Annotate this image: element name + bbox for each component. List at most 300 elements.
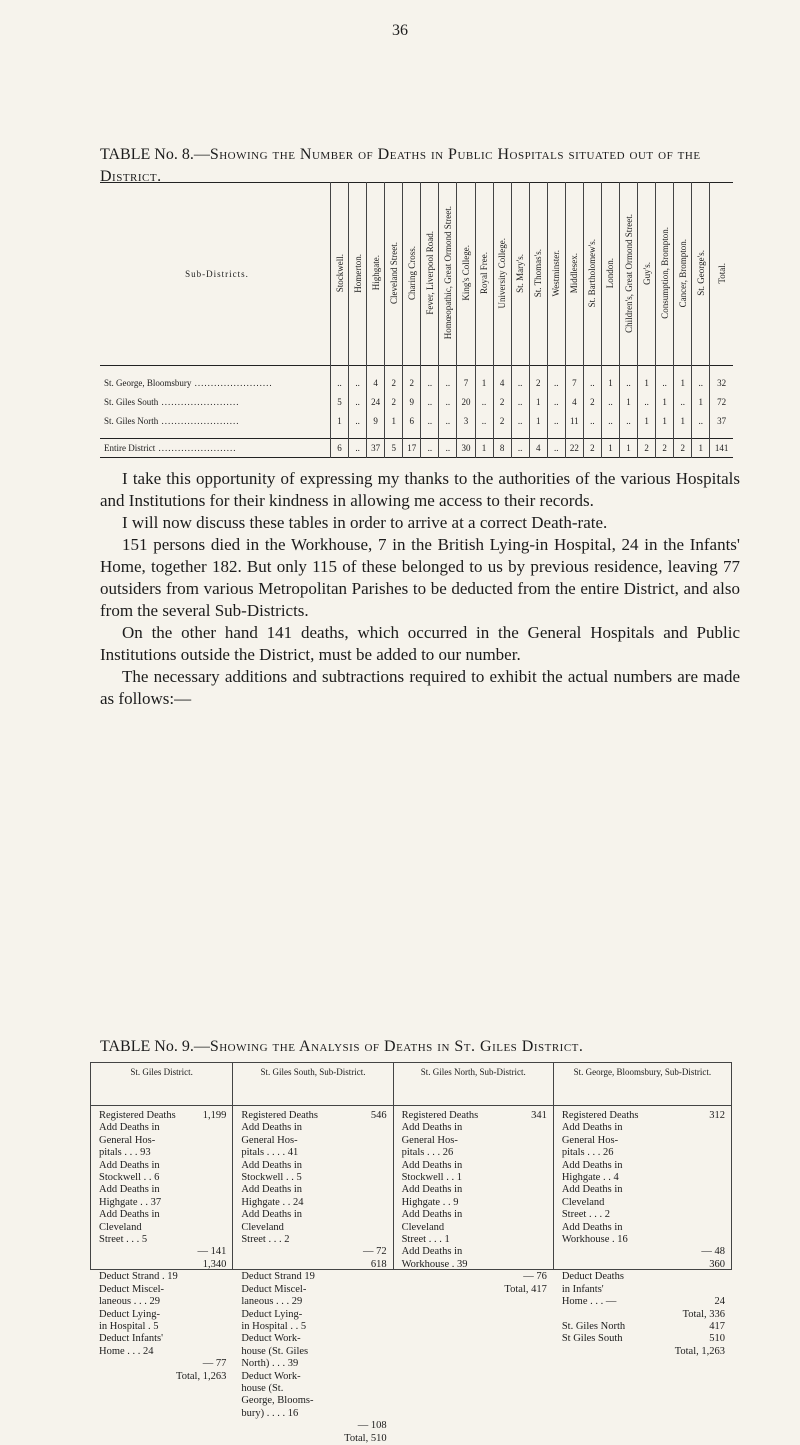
table-cell: 30: [457, 439, 475, 458]
analysis-column-heading: St. Giles South, Sub-District.: [233, 1063, 392, 1106]
paragraph: 151 persons died in the Workhouse, 7 in the British Lying-in Hospital, 24 in the Infants' Home, together 182. But only 115 of these belonged to us by previous residence, leaving 77 outsiders from various Metropolitan Parishes to be deducted from the entire District, and also from the several Sub-Districts.: [100, 535, 740, 620]
line-label: Workhouse . 39: [401, 1258, 468, 1270]
analysis-line: [99, 1371, 226, 1383]
line-label: Deduct Work-: [241, 1333, 301, 1345]
analysis-line: [562, 1234, 725, 1246]
hospital-column-header: [403, 183, 421, 366]
line-label: Cleveland: [241, 1221, 284, 1233]
hospital-column-header: [601, 183, 619, 366]
analysis-line: [241, 1234, 386, 1246]
analysis-line: [99, 1346, 226, 1358]
line-label: Highgate . . 4: [561, 1172, 619, 1184]
hospital-column-header: [421, 183, 439, 366]
table-cell: 1: [692, 393, 710, 412]
line-label: house (St.: [241, 1382, 284, 1394]
table-cell: ..: [692, 412, 710, 431]
table-cell: 1: [529, 393, 547, 412]
line-label: Add Deaths in: [241, 1159, 302, 1171]
analysis-line: [99, 1110, 226, 1122]
line-label: house (St. Giles: [241, 1345, 309, 1357]
analysis-line: [241, 1333, 386, 1345]
analysis-line: [241, 1222, 386, 1234]
line-value: 341: [531, 1110, 547, 1121]
line-label: General Hos-: [561, 1134, 619, 1146]
table-cell: 2: [638, 439, 656, 458]
table-cell: 2: [529, 374, 547, 393]
hospital-column-header: [457, 183, 475, 366]
line-label: Deduct Strand 19: [241, 1271, 315, 1283]
table-cell: 1: [674, 374, 692, 393]
table-cell: ..: [547, 439, 565, 458]
analysis-line: [562, 1259, 725, 1271]
table-cell: ..: [421, 439, 439, 458]
analysis-line: [241, 1420, 386, 1432]
analysis-line: [241, 1122, 386, 1134]
table-cell: 5: [385, 439, 403, 458]
line-label: St Giles South: [561, 1333, 623, 1345]
line-label: Stockwell . . 5: [241, 1172, 302, 1184]
hospital-column-header: [529, 183, 547, 366]
table-cell: 1: [475, 374, 493, 393]
line-label: North) . . . 39: [241, 1358, 299, 1370]
line-label: Add Deaths in: [241, 1209, 302, 1221]
table-9: [90, 1062, 732, 1444]
line-label: Deduct Lying-: [99, 1308, 160, 1320]
table-cell: ..: [620, 374, 638, 393]
line-label: pitals . . . 93: [99, 1147, 151, 1159]
analysis-line: [241, 1246, 386, 1258]
paragraph: I will now discuss these tables in order to arrive at a correct Death-rate.: [122, 513, 608, 532]
table9-title: TABLE No. 9.—Showing the Analysis of Deaths in St. Giles District.: [100, 1038, 584, 1055]
hospital-column-header: [349, 183, 367, 366]
analysis-line: [99, 1122, 226, 1134]
column-label: St. George's.: [695, 250, 706, 296]
hospital-column-header: [385, 183, 403, 366]
analysis-line: [402, 1135, 547, 1147]
table-cell: ..: [475, 412, 493, 431]
line-value: Total, 1,263: [176, 1370, 227, 1382]
analysis-line: [241, 1433, 386, 1445]
table8-body: [100, 366, 733, 458]
analysis-line: [402, 1197, 547, 1209]
line-label: Add Deaths in: [401, 1122, 463, 1134]
line-value: — 77: [202, 1358, 227, 1370]
hospital-column-header: [692, 183, 710, 366]
table-cell: 1: [674, 412, 692, 431]
line-label: Add Deaths in: [561, 1159, 623, 1171]
table-cell: ..: [439, 439, 457, 458]
analysis-line: [562, 1135, 725, 1147]
line-value: Total, 1,263: [674, 1345, 725, 1357]
table-cell: ..: [547, 374, 565, 393]
line-value: — 141: [197, 1246, 227, 1258]
analysis-line: [562, 1184, 725, 1196]
analysis-line: [241, 1309, 386, 1321]
hospital-column-header: [493, 183, 511, 366]
analysis-line: [241, 1371, 386, 1383]
line-label: Add Deaths in: [99, 1159, 160, 1171]
table-row: [100, 393, 733, 412]
analysis-line: [562, 1197, 725, 1209]
line-label: Deduct Deaths: [561, 1271, 624, 1283]
table-cell: 37: [367, 439, 385, 458]
table-cell: 9: [367, 412, 385, 431]
column-label: Charing Cross.: [406, 246, 417, 300]
analysis-line: [402, 1222, 547, 1234]
table-cell: 2: [385, 374, 403, 393]
line-label: Registered Deaths: [99, 1110, 176, 1121]
body-text: [100, 468, 740, 710]
column-label: Homerton.: [352, 253, 363, 293]
analysis-line: [99, 1296, 226, 1308]
line-label: Deduct Miscel-: [241, 1283, 307, 1295]
line-value: — 108: [357, 1420, 387, 1432]
hospital-column-header: [331, 183, 349, 366]
table-cell: 1: [475, 439, 493, 458]
analysis-line: [99, 1184, 226, 1196]
table-cell: 8: [493, 439, 511, 458]
table-cell: ..: [583, 374, 601, 393]
table-cell: 7: [457, 374, 475, 393]
column-label: Royal Free.: [479, 252, 490, 294]
analysis-line: [562, 1147, 725, 1159]
line-label: Cleveland: [401, 1221, 445, 1233]
line-label: pitals . . . 26: [401, 1147, 454, 1159]
analysis-line: [241, 1209, 386, 1221]
line-label: Deduct Miscel-: [99, 1283, 165, 1295]
table-cell: 9: [403, 393, 421, 412]
line-value: 312: [709, 1110, 725, 1121]
table-cell: 2: [493, 393, 511, 412]
analysis-line: [402, 1184, 547, 1196]
line-value: Total, 510: [344, 1432, 387, 1444]
analysis-line: [99, 1309, 226, 1321]
table-cell: ..: [475, 393, 493, 412]
table-cell: ..: [638, 393, 656, 412]
table-cell: 1: [331, 412, 349, 431]
analysis-line: [99, 1358, 226, 1370]
analysis-line: [562, 1309, 725, 1321]
analysis-line: [562, 1160, 725, 1172]
table-cell: 2: [656, 439, 674, 458]
line-label: Add Deaths in: [401, 1184, 463, 1196]
sub-district-name: St. Giles North ........................: [104, 416, 240, 426]
table-row: [100, 412, 733, 431]
table-cell: 37: [710, 412, 733, 431]
table-cell: 2: [583, 439, 601, 458]
line-value: — 76: [523, 1271, 547, 1283]
hospital-column-header: [638, 183, 656, 366]
paragraph: I take this opportunity of expressing my thanks to the authorities of the various Hospitals and Institutions for their kindness in allowing me access to their records.: [100, 469, 740, 510]
table-cell: ..: [421, 374, 439, 393]
table-cell: 1: [601, 374, 619, 393]
analysis-line: [241, 1296, 386, 1308]
analysis-line: [402, 1246, 547, 1258]
analysis-line: [562, 1172, 725, 1184]
table-cell: 4: [493, 374, 511, 393]
table-cell: 1: [638, 412, 656, 431]
line-value: 618: [370, 1258, 387, 1270]
analysis-line: [402, 1209, 547, 1221]
analysis-column-heading: St. Giles North, Sub-District.: [394, 1063, 553, 1106]
table-cell: 3: [457, 412, 475, 431]
table-cell: ..: [601, 393, 619, 412]
table-cell: ..: [511, 374, 529, 393]
table-cell: ..: [692, 374, 710, 393]
line-label: Workhouse . 16: [561, 1234, 628, 1246]
line-label: Add Deaths in: [561, 1221, 623, 1233]
line-label: Highgate . . 37: [99, 1196, 162, 1208]
line-label: General Hos-: [99, 1134, 156, 1146]
column-label: Guy's.: [641, 261, 652, 285]
table-cell: 20: [457, 393, 475, 412]
table-cell: ..: [349, 393, 367, 412]
hospital-column-header: [511, 183, 529, 366]
line-label: pitals . . . . 41: [241, 1147, 299, 1159]
column-label: St. Bartholomew's.: [587, 238, 598, 308]
analysis-line: [99, 1135, 226, 1147]
analysis-line: [402, 1234, 547, 1246]
table-cell: ..: [511, 412, 529, 431]
sub-district-name: Entire District ........................: [104, 443, 237, 453]
analysis-column: [553, 1063, 731, 1357]
table-cell: 22: [565, 439, 583, 458]
column-label: Total.: [716, 262, 727, 284]
analysis-line: [402, 1271, 547, 1283]
line-label: Add Deaths in: [401, 1209, 463, 1221]
column-label: London.: [605, 257, 616, 289]
line-value: — 48: [701, 1246, 725, 1258]
page-number: 36: [392, 22, 408, 39]
table-cell: 2: [403, 374, 421, 393]
analysis-line: [241, 1172, 386, 1184]
line-label: in Hospital . 5: [99, 1320, 159, 1332]
table-cell: 2: [583, 393, 601, 412]
column-label: University College.: [497, 237, 508, 309]
column-label: Middlesex.: [569, 252, 580, 294]
analysis-line: [562, 1271, 725, 1283]
analysis-line: [562, 1346, 725, 1358]
analysis-line: [241, 1346, 386, 1358]
table-cell: ..: [620, 412, 638, 431]
line-label: Highgate . . 24: [241, 1196, 304, 1208]
analysis-line: [99, 1147, 226, 1159]
table-cell: 17: [403, 439, 421, 458]
line-label: Registered Deaths: [561, 1110, 639, 1121]
analysis-column: [393, 1063, 553, 1295]
table-cell: 72: [710, 393, 733, 412]
analysis-column: [232, 1063, 392, 1444]
line-value: Total, 417: [504, 1283, 547, 1295]
table-cell: 2: [493, 412, 511, 431]
table-cell: ..: [421, 393, 439, 412]
analysis-line: [99, 1222, 226, 1234]
line-label: George, Blooms-: [241, 1395, 314, 1407]
table-cell: 1: [620, 393, 638, 412]
table-cell: ..: [439, 374, 457, 393]
hospital-column-header: [439, 183, 457, 366]
analysis-line: [241, 1408, 386, 1420]
line-label: Street . . . 2: [241, 1234, 290, 1246]
line-label: pitals . . . 26: [561, 1147, 614, 1159]
table-cell: ..: [331, 374, 349, 393]
hospital-column-header: [475, 183, 493, 366]
line-value: 24: [714, 1296, 725, 1308]
column-label: Cancer, Brompton.: [677, 238, 688, 308]
analysis-line: [99, 1246, 226, 1258]
table-cell: ..: [349, 374, 367, 393]
table-cell: ..: [421, 412, 439, 431]
line-label: Home . . . 24: [99, 1345, 154, 1357]
line-value: 1,340: [202, 1258, 227, 1270]
hospital-column-header: [583, 183, 601, 366]
analysis-line: [241, 1383, 386, 1395]
analysis-line: [99, 1259, 226, 1271]
hospital-column-header: [620, 183, 638, 366]
table-cell: ..: [511, 439, 529, 458]
line-label: bury) . . . . 16: [241, 1407, 299, 1419]
analysis-line: [99, 1234, 226, 1246]
table-cell: 11: [565, 412, 583, 431]
analysis-line: [99, 1209, 226, 1221]
analysis-line: [241, 1184, 386, 1196]
column-label: Children's, Great Ormond Street.: [623, 213, 634, 333]
column-label: St. Mary's.: [515, 253, 526, 293]
table-cell: ..: [439, 393, 457, 412]
analysis-line: [402, 1160, 547, 1172]
analysis-line: [562, 1222, 725, 1234]
column-label: Cleveland Street.: [388, 242, 399, 304]
analysis-line: [241, 1358, 386, 1370]
analysis-line: [402, 1110, 547, 1122]
analysis-line: [99, 1172, 226, 1184]
column-label: Stockwell.: [334, 253, 345, 293]
analysis-line: [562, 1333, 725, 1345]
sub-district-name: St. Giles South ........................: [104, 397, 240, 407]
table-cell: 32: [710, 374, 733, 393]
analysis-line: [402, 1172, 547, 1184]
table-cell: ..: [547, 393, 565, 412]
analysis-line: [402, 1259, 547, 1271]
sub-district-name: St. George, Bloomsbury ........................: [104, 378, 273, 388]
line-label: Add Deaths in: [401, 1159, 463, 1171]
analysis-line: [99, 1284, 226, 1296]
line-value: — 72: [362, 1246, 387, 1258]
line-label: Add Deaths in: [99, 1209, 160, 1221]
table-cell: 1: [656, 393, 674, 412]
hospital-column-header: [367, 183, 385, 366]
analysis-line: [402, 1147, 547, 1159]
line-label: Add Deaths in: [241, 1122, 302, 1134]
table-row: [100, 374, 733, 393]
analysis-line: [562, 1209, 725, 1221]
line-label: Deduct Strand . 19: [99, 1271, 178, 1283]
line-label: Deduct Infants': [99, 1333, 163, 1345]
line-label: Stockwell . . 6: [99, 1172, 160, 1184]
table8-title: TABLE No. 8.—Showing the Number of Deaths in Public Hospitals situated out of the District.: [100, 146, 701, 185]
line-label: Add Deaths in: [99, 1184, 160, 1196]
line-label: Registered Deaths: [401, 1110, 479, 1121]
analysis-line: [562, 1122, 725, 1134]
table-cell: 1: [601, 439, 619, 458]
table-8: [100, 182, 733, 458]
table-cell: 1: [692, 439, 710, 458]
table-cell: 7: [565, 374, 583, 393]
analysis-line: [99, 1160, 226, 1172]
analysis-line: [402, 1284, 547, 1296]
hospital-column-header: [547, 183, 565, 366]
analysis-line: [241, 1135, 386, 1147]
table-cell: 1: [638, 374, 656, 393]
analysis-line: [562, 1246, 725, 1258]
table-cell: 2: [385, 393, 403, 412]
analysis-line: [562, 1110, 725, 1122]
table-cell: 1: [656, 412, 674, 431]
analysis-line: [241, 1147, 386, 1159]
line-label: Add Deaths in: [241, 1184, 302, 1196]
line-value: 546: [370, 1110, 387, 1121]
table-cell: ..: [547, 412, 565, 431]
table-cell: ..: [349, 439, 367, 458]
analysis-line: [402, 1122, 547, 1134]
line-label: Deduct Lying-: [241, 1308, 303, 1320]
line-label: Street . . . 1: [401, 1234, 450, 1246]
line-label: laneous . . . 29: [99, 1296, 160, 1308]
column-label: Homœopathic, Great Ormond Street.: [442, 206, 453, 340]
line-label: in Infants': [561, 1283, 604, 1295]
line-label: Add Deaths in: [561, 1184, 623, 1196]
analysis-line: [241, 1110, 386, 1122]
paragraph: On the other hand 141 deaths, which occurred in the General Hospitals and Public Institutions outside the District, must be added to our number.: [100, 623, 740, 664]
line-label: Street . . . 2: [561, 1209, 610, 1221]
line-value: 510: [709, 1333, 725, 1345]
analysis-line: [99, 1333, 226, 1345]
line-label: Cleveland: [99, 1221, 142, 1233]
line-label: Cleveland: [561, 1196, 605, 1208]
table-row: [100, 439, 733, 458]
line-value: 417: [709, 1320, 725, 1332]
hospital-column-header: [674, 183, 692, 366]
analysis-line: [241, 1197, 386, 1209]
hospital-column-header: [710, 183, 733, 366]
table-cell: ..: [583, 412, 601, 431]
line-label: General Hos-: [401, 1134, 458, 1146]
table-cell: ..: [511, 393, 529, 412]
table-cell: ..: [674, 393, 692, 412]
line-value: 360: [709, 1258, 725, 1270]
line-label: Home . . . —: [561, 1296, 617, 1308]
line-label: Add Deaths in: [99, 1122, 160, 1134]
table-cell: 141: [710, 439, 733, 458]
line-label: laneous . . . 29: [241, 1296, 303, 1308]
paragraph: The necessary additions and subtractions required to exhibit the actual numbers are made as follows:—: [100, 667, 740, 708]
table8-header-row: [100, 183, 733, 366]
analysis-line: [241, 1259, 386, 1271]
analysis-column-heading: St. George, Bloomsbury, Sub-District.: [554, 1063, 731, 1106]
table-cell: ..: [656, 374, 674, 393]
column-label: Fever, Liverpool Road.: [424, 231, 435, 315]
analysis-line: [99, 1271, 226, 1283]
table-cell: 6: [403, 412, 421, 431]
line-label: Street . . . 5: [99, 1234, 148, 1246]
table-cell: ..: [601, 412, 619, 431]
column-label: Consumption, Brompton.: [659, 227, 670, 319]
analysis-column-heading: St. Giles District.: [91, 1063, 232, 1106]
line-label: Stockwell . . 1: [401, 1172, 462, 1184]
table-cell: 4: [367, 374, 385, 393]
table-cell: 24: [367, 393, 385, 412]
table-cell: ..: [439, 412, 457, 431]
